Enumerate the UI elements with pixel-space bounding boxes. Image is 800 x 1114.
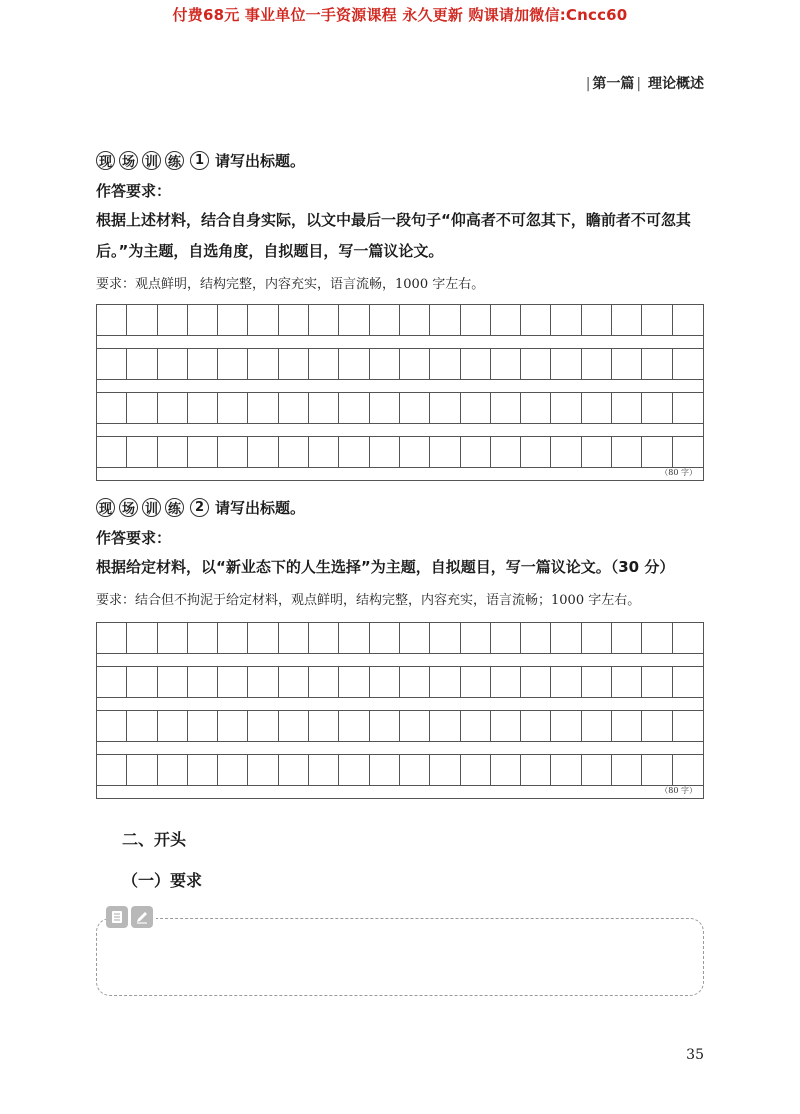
grid-gap xyxy=(96,742,704,754)
grid-cell[interactable] xyxy=(491,711,521,741)
exercise-number: 1 xyxy=(190,151,209,170)
grid-cell[interactable] xyxy=(430,711,460,741)
grid-cell[interactable] xyxy=(218,305,248,335)
grid-cell[interactable] xyxy=(188,349,218,379)
grid-cell[interactable] xyxy=(127,393,157,423)
grid-cell[interactable] xyxy=(612,437,642,467)
grid-cell[interactable] xyxy=(127,667,157,697)
notebook-icon xyxy=(106,906,128,928)
grid-cell[interactable] xyxy=(430,393,460,423)
small-requirements: 要求：结合但不拘泥于给定材料，观点鲜明，结构完整，内容充实，语言流畅；1000 字左右。 xyxy=(96,593,641,608)
grid-cell[interactable] xyxy=(491,623,521,653)
grid-cell[interactable] xyxy=(673,349,703,379)
grid-cell[interactable] xyxy=(218,349,248,379)
exercise-number: 2 xyxy=(190,498,209,517)
grid-cell[interactable] xyxy=(551,755,581,785)
grid-cell[interactable] xyxy=(582,305,612,335)
grid-cell[interactable] xyxy=(279,349,309,379)
grid-cell[interactable] xyxy=(673,667,703,697)
grid-cell[interactable] xyxy=(461,711,491,741)
exercise-instruction: 请写出标题。 xyxy=(215,499,306,517)
grid-cell[interactable] xyxy=(491,755,521,785)
grid-cell[interactable] xyxy=(279,305,309,335)
grid-cell[interactable] xyxy=(158,755,188,785)
grid-row[interactable] xyxy=(96,436,704,468)
running-head xyxy=(584,73,704,93)
grid-cell[interactable] xyxy=(97,349,127,379)
subsection-heading: （一）要求 xyxy=(122,871,203,890)
grid-cell[interactable] xyxy=(400,755,430,785)
grid-cell[interactable] xyxy=(248,305,278,335)
grid-cell[interactable] xyxy=(248,349,278,379)
grid-row[interactable] xyxy=(96,710,704,742)
grid-cell[interactable] xyxy=(339,437,369,467)
label-char: 场 xyxy=(119,498,138,517)
grid-cell[interactable] xyxy=(582,349,612,379)
grid-cell[interactable] xyxy=(97,755,127,785)
grid-cell[interactable] xyxy=(430,623,460,653)
grid-gap xyxy=(96,698,704,710)
grid-cell[interactable] xyxy=(309,755,339,785)
grid-cell[interactable] xyxy=(97,711,127,741)
grid-cell[interactable] xyxy=(97,667,127,697)
running-head-title: 理论概述 xyxy=(648,76,704,92)
grid-cell[interactable] xyxy=(339,755,369,785)
grid-cell[interactable] xyxy=(461,755,491,785)
grid-cell[interactable] xyxy=(673,393,703,423)
grid-cell[interactable] xyxy=(551,305,581,335)
grid-cell[interactable] xyxy=(188,623,218,653)
grid-cell[interactable] xyxy=(521,437,551,467)
divider-bar: | xyxy=(585,76,591,92)
grid-cell[interactable] xyxy=(612,305,642,335)
grid-cell[interactable] xyxy=(400,393,430,423)
grid-cell[interactable] xyxy=(127,755,157,785)
exercise-instruction: 请写出标题。 xyxy=(215,152,306,170)
grid-cell[interactable] xyxy=(248,755,278,785)
grid-cell[interactable] xyxy=(430,667,460,697)
grid-cell[interactable] xyxy=(218,437,248,467)
requirements-label: 作答要求： xyxy=(96,529,172,547)
grid-cell[interactable] xyxy=(127,305,157,335)
grid-cell[interactable] xyxy=(309,305,339,335)
grid-cell[interactable] xyxy=(309,623,339,653)
grid-cell[interactable] xyxy=(370,349,400,379)
grid-cell[interactable] xyxy=(127,623,157,653)
grid-cell[interactable] xyxy=(97,623,127,653)
grid-row[interactable] xyxy=(96,392,704,424)
page-number: 35 xyxy=(686,1047,704,1063)
grid-cell[interactable] xyxy=(370,711,400,741)
grid-cell[interactable] xyxy=(612,623,642,653)
grid-cell[interactable] xyxy=(158,667,188,697)
grid-cell[interactable] xyxy=(370,623,400,653)
grid-cell[interactable] xyxy=(370,667,400,697)
grid-cell[interactable] xyxy=(279,623,309,653)
grid-cell[interactable] xyxy=(491,667,521,697)
grid-gap xyxy=(96,654,704,666)
section-heading: 二、开头 xyxy=(122,830,187,849)
label-char: 现 xyxy=(96,498,115,517)
grid-word-count: （80 字） xyxy=(660,468,697,477)
grid-cell[interactable] xyxy=(430,437,460,467)
grid-cell[interactable] xyxy=(461,623,491,653)
grid-cell[interactable] xyxy=(339,305,369,335)
grid-cell[interactable] xyxy=(551,349,581,379)
grid-cell[interactable] xyxy=(400,437,430,467)
grid-cell[interactable] xyxy=(461,393,491,423)
grid-cell[interactable] xyxy=(612,393,642,423)
grid-cell[interactable] xyxy=(673,437,703,467)
grid-cell[interactable] xyxy=(400,349,430,379)
grid-cell[interactable] xyxy=(158,711,188,741)
pencil-icon xyxy=(131,906,153,928)
grid-cell[interactable] xyxy=(309,711,339,741)
grid-cell[interactable] xyxy=(642,437,672,467)
grid-cell[interactable] xyxy=(521,667,551,697)
grid-cell[interactable] xyxy=(461,305,491,335)
grid-cell[interactable] xyxy=(218,623,248,653)
grid-cell[interactable] xyxy=(521,349,551,379)
grid-cell[interactable] xyxy=(339,711,369,741)
grid-cell[interactable] xyxy=(188,437,218,467)
grid-cell[interactable] xyxy=(673,623,703,653)
grid-cell[interactable] xyxy=(218,393,248,423)
grid-cell[interactable] xyxy=(582,667,612,697)
grid-cell[interactable] xyxy=(309,393,339,423)
notes-box[interactable] xyxy=(96,918,704,996)
grid-cell[interactable] xyxy=(400,623,430,653)
grid-cell[interactable] xyxy=(551,623,581,653)
grid-cell[interactable] xyxy=(279,711,309,741)
label-char: 练 xyxy=(165,151,184,170)
grid-footer xyxy=(96,468,704,481)
promo-banner: 付费68元 事业单位一手资源课程 永久更新 购课请加微信:Cncc60 xyxy=(172,6,628,24)
exercise-title xyxy=(96,497,704,518)
grid-cell[interactable] xyxy=(248,437,278,467)
grid-row[interactable] xyxy=(96,754,704,786)
grid-cell[interactable] xyxy=(158,393,188,423)
grid-cell[interactable] xyxy=(309,437,339,467)
grid-cell[interactable] xyxy=(309,667,339,697)
running-head-part: 第一篇 xyxy=(592,76,635,92)
grid-cell[interactable] xyxy=(491,305,521,335)
divider-bar: | xyxy=(636,76,642,92)
grid-cell[interactable] xyxy=(521,305,551,335)
grid-cell[interactable] xyxy=(582,393,612,423)
label-char: 训 xyxy=(142,498,161,517)
grid-cell[interactable] xyxy=(97,305,127,335)
grid-footer xyxy=(96,786,704,799)
grid-cell[interactable] xyxy=(248,667,278,697)
grid-cell[interactable] xyxy=(188,755,218,785)
grid-cell[interactable] xyxy=(582,437,612,467)
grid-cell[interactable] xyxy=(642,711,672,741)
grid-cell[interactable] xyxy=(461,349,491,379)
grid-word-count: （80 字） xyxy=(660,786,697,795)
grid-cell[interactable] xyxy=(339,623,369,653)
grid-cell[interactable] xyxy=(642,393,672,423)
grid-row[interactable] xyxy=(96,666,704,698)
grid-cell[interactable] xyxy=(642,623,672,653)
grid-cell[interactable] xyxy=(158,623,188,653)
grid-cell[interactable] xyxy=(370,755,400,785)
grid-cell[interactable] xyxy=(551,711,581,741)
grid-gap xyxy=(96,380,704,392)
grid-gap xyxy=(96,336,704,348)
grid-cell[interactable] xyxy=(642,755,672,785)
grid-gap xyxy=(96,424,704,436)
grid-row[interactable] xyxy=(96,348,704,380)
grid-cell[interactable] xyxy=(279,755,309,785)
grid-cell[interactable] xyxy=(309,349,339,379)
label-char: 练 xyxy=(165,498,184,517)
grid-cell[interactable] xyxy=(158,437,188,467)
grid-cell[interactable] xyxy=(127,711,157,741)
note-icons xyxy=(106,906,156,928)
exercise-body: 根据上述材料，结合自身实际，以文中最后一段句子“仰高者不可忽其下，瞻前者不可忽其后。”为主题，自选角度，自拟题目，写一篇议论文。 xyxy=(96,211,691,260)
grid-cell[interactable] xyxy=(370,305,400,335)
grid-cell[interactable] xyxy=(188,711,218,741)
grid-cell[interactable] xyxy=(582,755,612,785)
grid-cell[interactable] xyxy=(279,393,309,423)
grid-cell[interactable] xyxy=(673,755,703,785)
exercise-1 xyxy=(96,150,704,292)
grid-cell[interactable] xyxy=(127,437,157,467)
grid-cell[interactable] xyxy=(673,305,703,335)
grid-cell[interactable] xyxy=(491,393,521,423)
grid-cell[interactable] xyxy=(188,667,218,697)
label-char: 现 xyxy=(96,151,115,170)
grid-cell[interactable] xyxy=(279,437,309,467)
grid-row[interactable] xyxy=(96,622,704,654)
grid-cell[interactable] xyxy=(521,711,551,741)
grid-cell[interactable] xyxy=(582,711,612,741)
requirements-label: 作答要求： xyxy=(96,182,172,200)
grid-cell[interactable] xyxy=(582,623,612,653)
grid-cell[interactable] xyxy=(248,623,278,653)
grid-cell[interactable] xyxy=(158,305,188,335)
grid-cell[interactable] xyxy=(127,349,157,379)
grid-cell[interactable] xyxy=(551,393,581,423)
grid-cell[interactable] xyxy=(430,349,460,379)
grid-cell[interactable] xyxy=(521,393,551,423)
grid-row[interactable] xyxy=(96,304,704,336)
grid-cell[interactable] xyxy=(158,349,188,379)
grid-cell[interactable] xyxy=(461,437,491,467)
grid-cell[interactable] xyxy=(673,711,703,741)
grid-cell[interactable] xyxy=(97,393,127,423)
grid-cell[interactable] xyxy=(188,393,218,423)
grid-cell[interactable] xyxy=(551,667,581,697)
grid-cell[interactable] xyxy=(430,755,460,785)
label-char: 场 xyxy=(119,151,138,170)
grid-cell[interactable] xyxy=(642,305,672,335)
grid-cell[interactable] xyxy=(642,667,672,697)
grid-cell[interactable] xyxy=(248,393,278,423)
grid-cell[interactable] xyxy=(188,305,218,335)
grid-cell[interactable] xyxy=(521,623,551,653)
grid-cell[interactable] xyxy=(430,305,460,335)
grid-cell[interactable] xyxy=(218,667,248,697)
grid-cell[interactable] xyxy=(612,667,642,697)
grid-cell[interactable] xyxy=(612,349,642,379)
exercise-body: 根据给定材料，以“新业态下的人生选择”为主题，自拟题目，写一篇议论文。（30 分） xyxy=(96,558,675,576)
grid-cell[interactable] xyxy=(642,349,672,379)
grid-cell[interactable] xyxy=(339,349,369,379)
grid-cell[interactable] xyxy=(279,667,309,697)
grid-cell[interactable] xyxy=(400,305,430,335)
grid-cell[interactable] xyxy=(400,667,430,697)
grid-cell[interactable] xyxy=(97,437,127,467)
exercise-title xyxy=(96,150,704,171)
grid-cell[interactable] xyxy=(218,755,248,785)
grid-cell[interactable] xyxy=(551,437,581,467)
grid-cell[interactable] xyxy=(218,711,248,741)
grid-cell[interactable] xyxy=(491,437,521,467)
label-char: 训 xyxy=(142,151,161,170)
grid-cell[interactable] xyxy=(248,711,278,741)
grid-cell[interactable] xyxy=(612,755,642,785)
grid-cell[interactable] xyxy=(491,349,521,379)
grid-cell[interactable] xyxy=(339,667,369,697)
grid-cell[interactable] xyxy=(612,711,642,741)
grid-cell[interactable] xyxy=(521,755,551,785)
exercise-2 xyxy=(96,497,704,608)
grid-cell[interactable] xyxy=(339,393,369,423)
grid-cell[interactable] xyxy=(370,393,400,423)
grid-cell[interactable] xyxy=(400,711,430,741)
grid-cell[interactable] xyxy=(370,437,400,467)
small-requirements: 要求：观点鲜明，结构完整，内容充实，语言流畅，1000 字左右。 xyxy=(96,277,485,292)
grid-cell[interactable] xyxy=(461,667,491,697)
